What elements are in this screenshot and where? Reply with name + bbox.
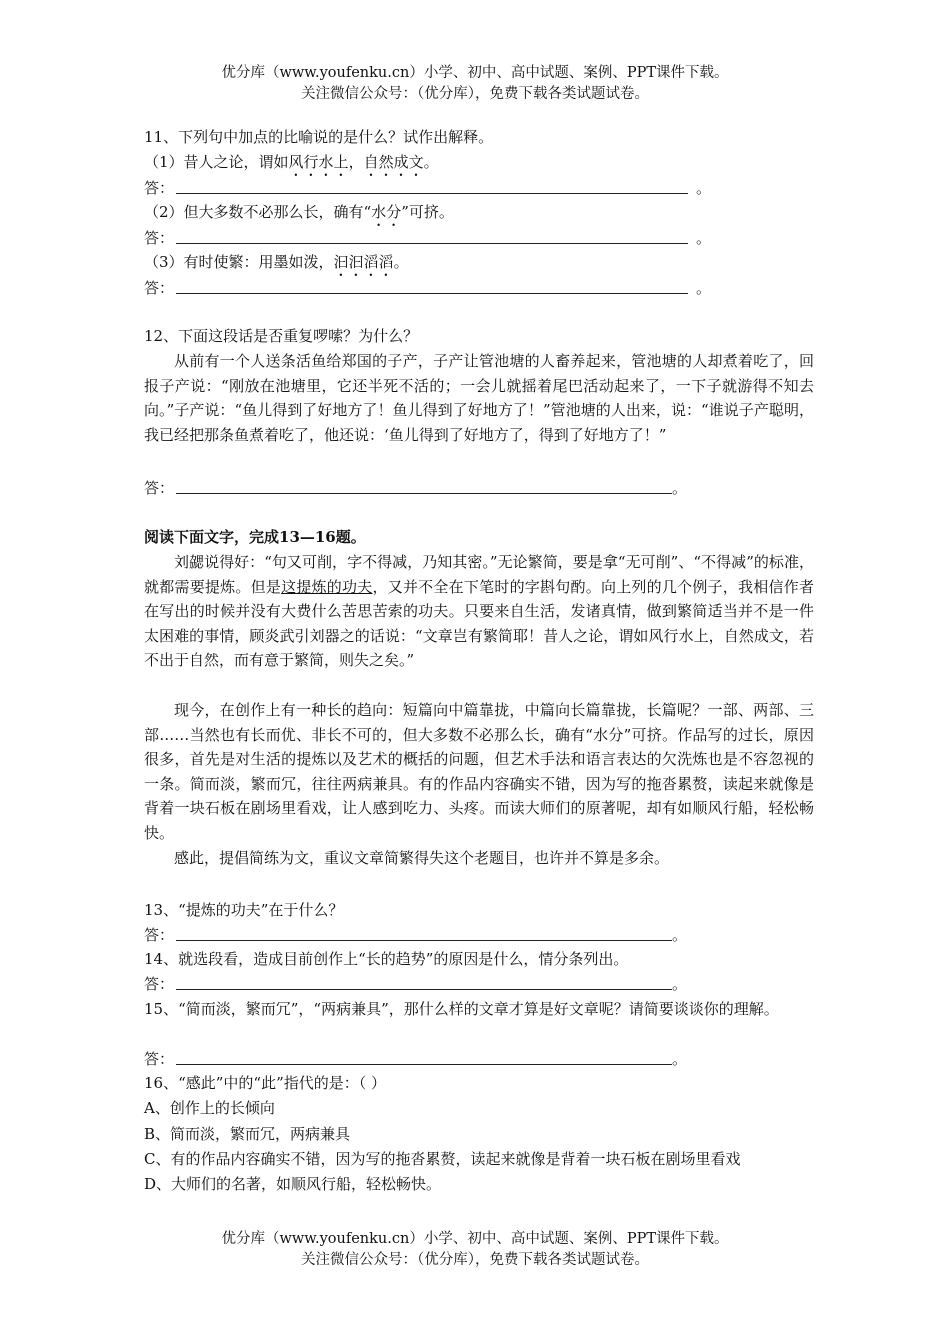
q15-answer-end: 。 [672,1050,688,1068]
reading-paragraph-2: 现今，在创作上有一种长的趋向：短篇向中篇靠拢，中篇向长篇靠拢，长篇呢？一部、两部、三部……当然也有长而优、非长不可的，但大多数不必那么长，确有“水分”可挤。作品写的过长，原因很多，首先是对生活的提炼以及艺术的概括的问题，但艺术手法和语言表达的欠洗炼也是不容忽视的一条。简而淡，繁而冗，往往两病兼具。有的作品内容确实不错，因为写的拖沓累赘，读起来就像是背着一块石板在剧场里看戏，让人感到吃力、头疼。而读大师们的原著呢，却有如顺风行船，轻松畅快。 [144,701,814,842]
q12-answer-label: 答： [144,479,175,497]
q16-stem: 16、“感此”中的“此”指代的是：（ ） [144,1074,387,1092]
q14-answer-line[interactable] [176,989,672,990]
footer-line-2: 关注微信公众号：（优分库），免费下载各类试题试卷。 [301,1252,649,1268]
q13-answer-end: 。 [672,926,688,944]
q11-sentence-3 [144,250,409,280]
q11-s3-post: 。 [393,253,409,271]
q11-1-answer-end: 。 [696,179,712,197]
q11-s3-pre: （3）有时使繁：用墨如泼， [144,253,334,271]
q11-3-answer-label: 答： [144,279,175,297]
q12-passage: 从前有一个人送条活鱼给郑国的子产，子产让管池塘的人畜养起来，管池塘的人却煮着吃了，回报子产说：“刚放在池塘里，它还半死不活的；一会儿就摇着尾巴活动起来了，一下子就游得不知去向。”子产说：“鱼儿得到了好地方了！鱼儿得到了好地方了！”管池塘的人出来，说：“谁说子产聪明，我已经把那条鱼煮着吃了，他还说：‘鱼儿得到了好地方了，得到了好地方了！” [144,352,814,444]
q11-2-answer-end: 。 [696,229,712,247]
q11-sentence-1 [144,150,439,180]
q11-s1-pre: （1）昔人之论，谓如 [144,153,289,171]
q15-stem: 15、“简而淡，繁而冗”，“两病兼具”，那什么样的文章才算是好文章呢？请简要谈谈你的理解。 [144,1000,779,1018]
q11-s1-post: 。 [423,153,439,171]
header-line-1: 优分库（www.youfenku.cn）小学、初中、高中试题、案例、PPT课件下载。 [221,65,729,81]
page-header [0,63,950,105]
q12-answer-end: 。 [672,479,688,497]
q15-answer-line[interactable] [176,1064,672,1065]
reading-paragraph-3: 感此，提倡简练为文，重议文章简繁得失这个老题目，也许并不算是多余。 [174,849,670,867]
page-footer [0,1229,950,1271]
q16-option-b[interactable]: B、简而淡，繁而冗，两病兼具 [144,1125,351,1143]
q11-2-answer-label: 答： [144,229,175,247]
reading-p1-underlined: 这提炼的功夫 [281,577,373,596]
q11-s2-post: ”可挤。 [401,203,454,221]
q11-3-answer-end: 。 [696,279,712,297]
q11-s1-mid: ， [348,153,364,171]
q14-stem: 14、就选段看，造成目前创作上“长的趋势”的原因是什么，情分条列出。 [144,950,629,968]
q16-option-c[interactable]: C、有的作品内容确实不错，因为写的拖沓累赘，读起来就像是背着一块石板在剧场里看戏 [144,1150,741,1168]
q11-s2-dotted: 水分 [371,203,402,221]
q12-answer-line[interactable] [176,493,672,494]
q16-option-a[interactable]: A、创作上的长倾向 [144,1099,275,1117]
q16-option-d[interactable]: D、大师们的名著，如顺风行船，轻松畅快。 [144,1175,442,1193]
q11-s1-dotted-2: 自然成文 [363,153,424,171]
q11-3-answer-line[interactable] [176,293,688,294]
q13-stem: 13、“提炼的功夫”在于什么？ [144,901,344,919]
q12-stem: 12、下面这段话是否重复啰嗦？为什么？ [144,327,419,345]
q11-sentence-2 [144,200,454,230]
q11-s3-dotted: 汩汩滔滔 [333,253,394,271]
q11-s2-pre: （2）但大多数不必那么长，确有“ [144,203,372,221]
q11-s1-dotted-1: 风行水上 [288,153,349,171]
reading-p1-b: ，又并不全在下笔时的字斟句酌。向上列的几个例子，我相信作者在写出的时候并没有大费什么苦思苦索的功夫。只要来自生活，发诸真情，做到繁简适当并不是一件太困难的事情，顾炎武引刘器之的话说：“文章岂有繁简耶！昔人之论，谓如风行水上，自然成文，若不出于自然，而有意于繁简，则失之矣。” [144,577,814,670]
q14-answer-end: 。 [672,975,688,993]
reading-paragraph-1 [144,550,814,673]
footer-line-1: 优分库（www.youfenku.cn）小学、初中、高中试题、案例、PPT课件下载。 [221,1231,729,1247]
q11-stem: 11、下列句中加点的比喻说的是什么？试作出解释。 [144,128,494,146]
q13-answer-label: 答： [144,926,175,944]
q13-answer-line[interactable] [176,940,672,941]
q11-1-answer-line[interactable] [176,193,688,194]
q11-2-answer-line[interactable] [176,243,688,244]
q11-1-answer-label: 答： [144,179,175,197]
reading-title: 阅读下面文字，完成13—16题。 [144,528,366,546]
q15-answer-label: 答： [144,1050,175,1068]
header-line-2: 关注微信公众号：（优分库），免费下载各类试题试卷。 [301,86,649,102]
q14-answer-label: 答： [144,975,175,993]
reading-p1-a: 刘勰说得好：“句又可削，字不得减，乃知其密。”无论繁简，要是拿“无可削”、“不得减”的标准，就都需要提炼。但是 [144,553,814,596]
